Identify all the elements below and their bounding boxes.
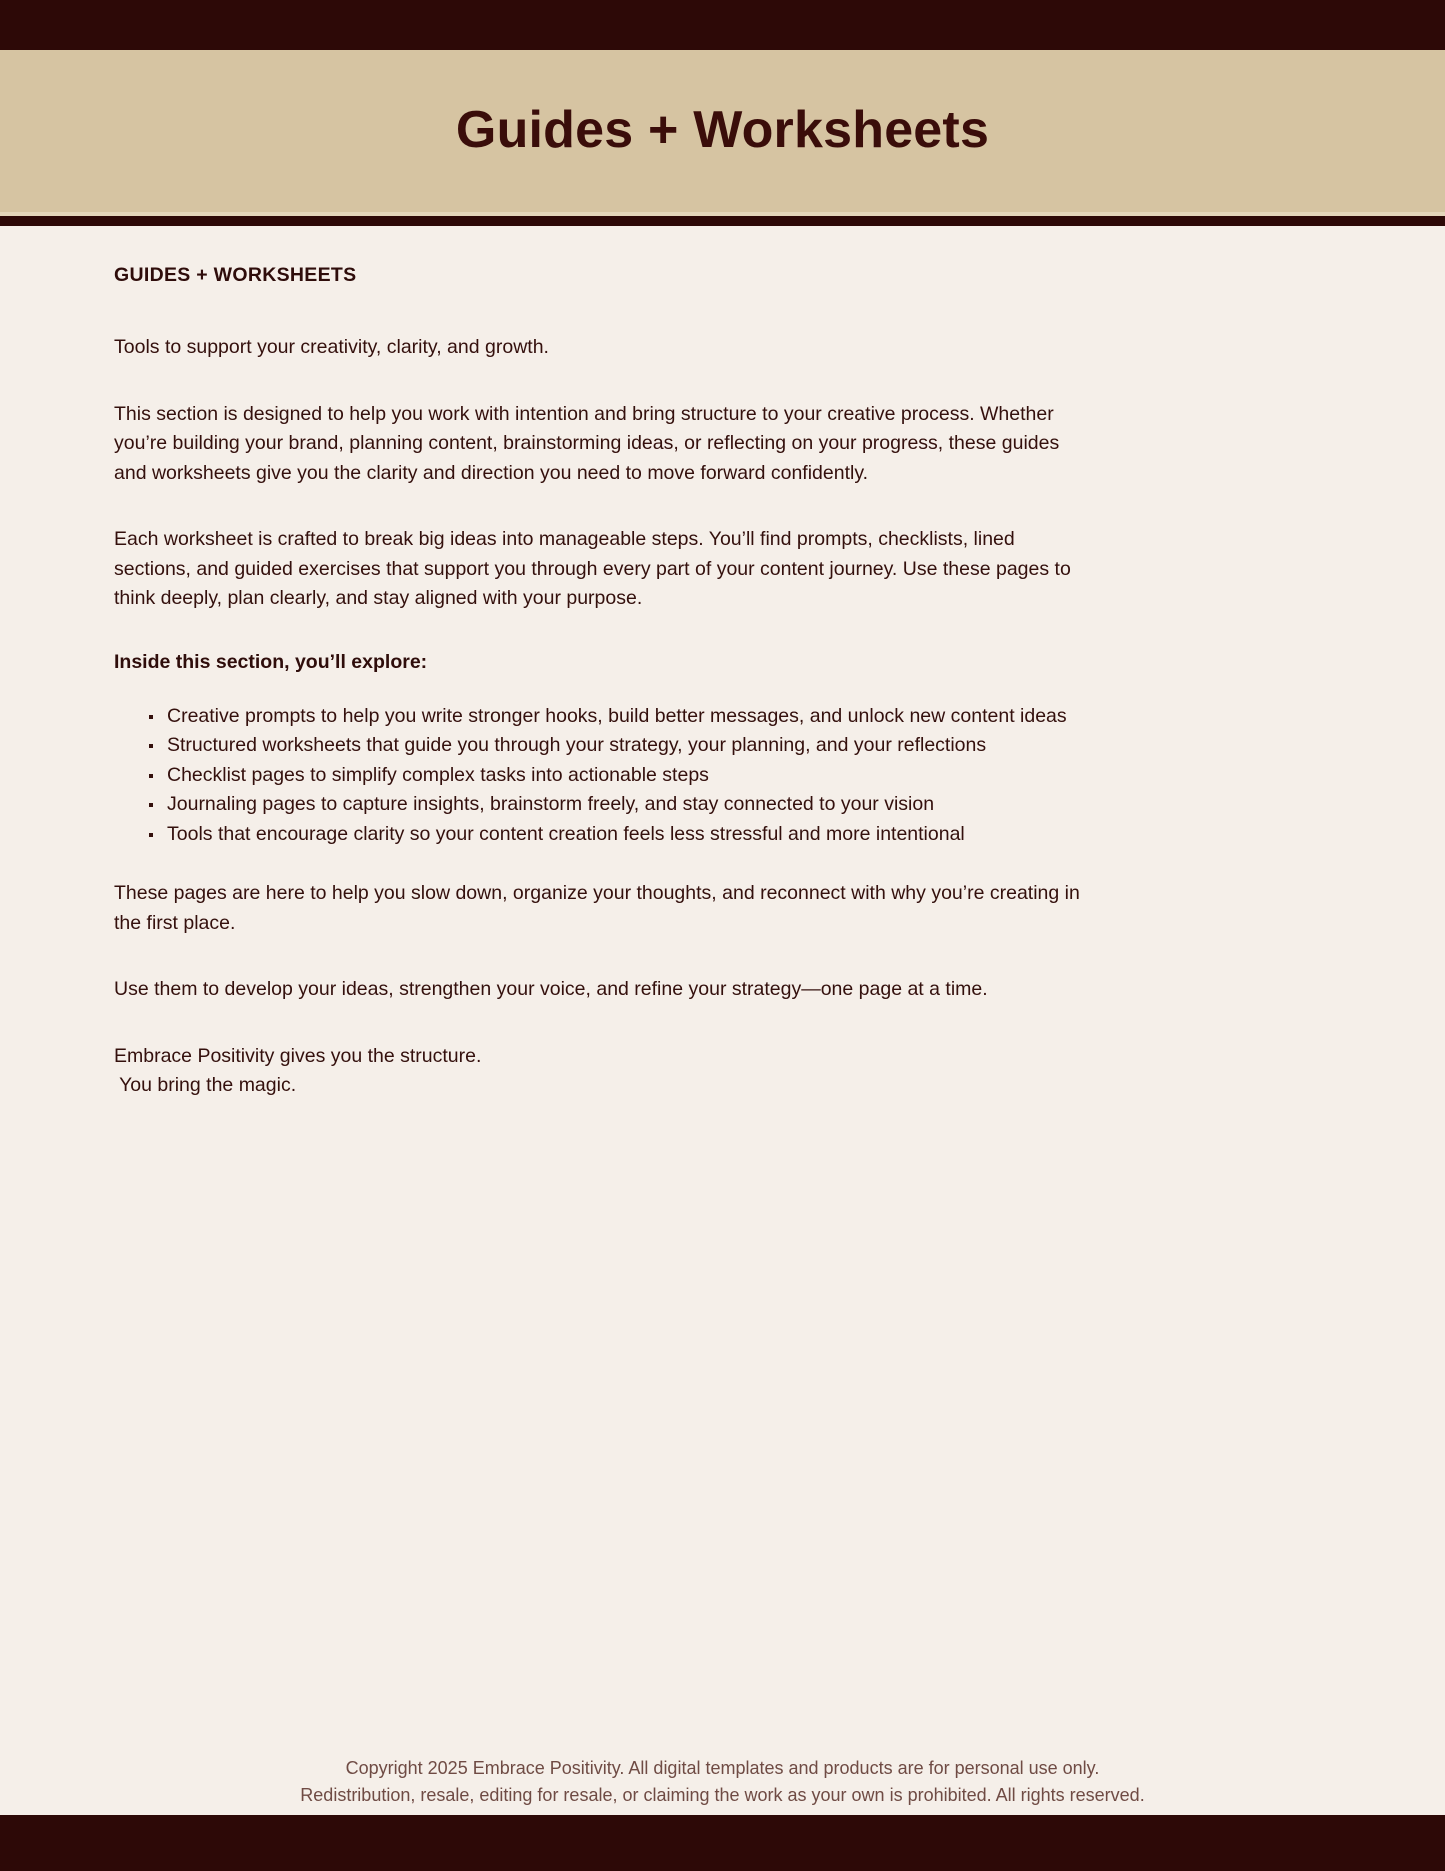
intro-paragraph: This section is designed to help you work with intention and bring structure to your creative process. Whether you’re building your brand, planning content, brainstorming ideas, or reflecting on your progress, these guides and worksheets give you the clarity and direction you need to move forward confidently. [114,402,1060,484]
closing-line-magic: You bring the magic. [114,1074,297,1096]
list-item: Tools that encourage clarity so your content creation feels less stressful and more intentional [147,820,1089,850]
worksheet-paragraph: Each worksheet is crafted to break big ideas into manageable steps. You’ll find prompts, checklists, lined sections, and guided exercises that support you through every part of your content journey. Use these pages to think deeply, plan clearly, and stay aligned with your purpose. [114,528,1071,609]
top-accent-bar [0,0,1445,50]
list-item: Journaling pages to capture insights, brainstorm freely, and stay connected to your vision [147,790,1089,820]
document-body [0,226,1445,1871]
header-divider-dark [0,216,1445,226]
list-item: Structured worksheets that guide you through your strategy, your planning, and your reflections [147,731,1089,761]
page-header-band [0,50,1445,212]
tagline-paragraph: Tools to support your creativity, clarity, and growth. [114,336,549,358]
footer-line-1: Copyright 2025 Embrace Positivity. All digital templates and products are for personal use only. [345,1758,1100,1778]
explore-list [114,702,1089,850]
list-item: Creative prompts to help you write stronger hooks, build better messages, and unlock new content ideas [147,702,1089,732]
section-heading: GUIDES + WORKSHEETS [114,264,357,286]
bottom-accent-bar [0,1815,1445,1871]
slow-down-paragraph: These pages are here to help you slow down, organize your thoughts, and reconnect with why you’re creating in the first place. [114,882,1080,934]
content-column [114,264,1089,1101]
footer-line-2: Redistribution, resale, editing for resale, or claiming the work as your own is prohibited. All rights reserved. [300,1785,1145,1805]
list-item: Checklist pages to simplify complex tasks into actionable steps [147,761,1089,791]
footer-copyright [0,1755,1445,1809]
explore-heading: Inside this section, you’ll explore: [114,650,428,673]
develop-ideas-paragraph: Use them to develop your ideas, strengthen your voice, and refine your strategy—one page at a time. [114,978,988,1000]
page-title: Guides + Worksheets [455,101,990,160]
closing-line-structure: Embrace Positivity gives you the structure. [114,1044,482,1067]
closing-block [114,1042,1089,1101]
